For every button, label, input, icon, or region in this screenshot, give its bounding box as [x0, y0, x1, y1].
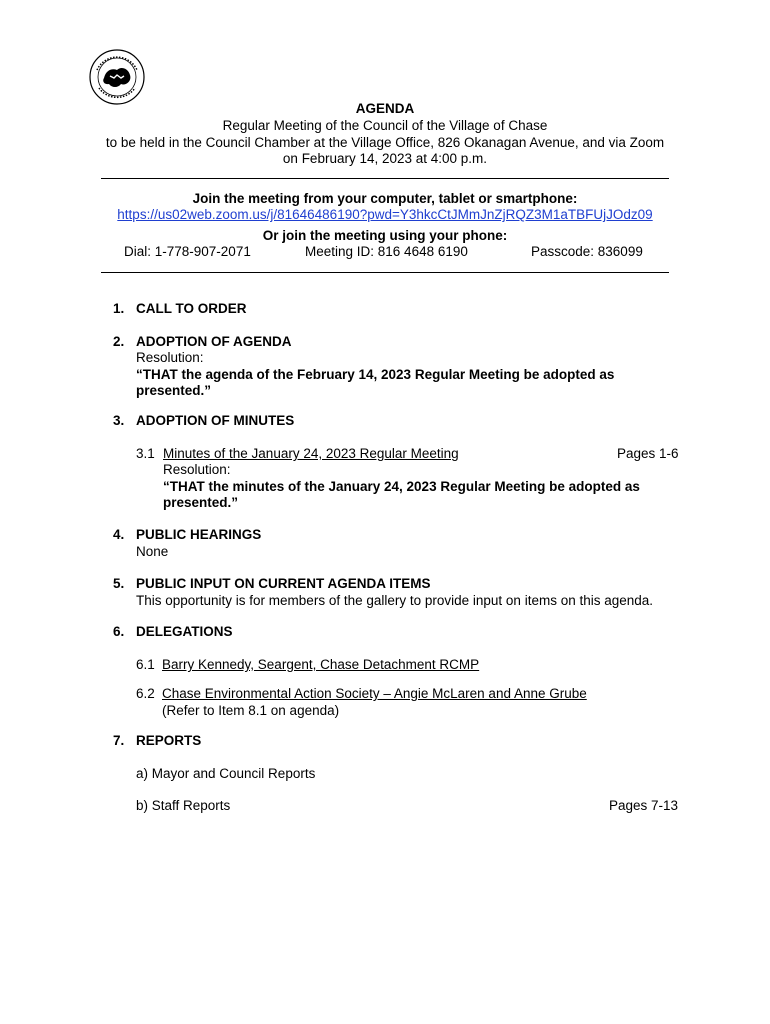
- subitem-number: 6.2: [136, 686, 155, 701]
- item-number: 7.: [113, 733, 125, 748]
- delegation-rcmp-link[interactable]: Barry Kennedy, Seargent, Chase Detachment RCMP: [162, 657, 480, 672]
- item-title-adoption-of-agenda: ADOPTION OF AGENDA: [136, 334, 292, 349]
- meeting-datetime: on February 14, 2023 at 4:00 p.m.: [282, 151, 488, 166]
- village-seal-logo: [88, 48, 146, 106]
- resolution-text: presented.”: [163, 495, 239, 510]
- subitem-number: 3.1: [136, 446, 155, 461]
- zoom-link[interactable]: https://us02web.zoom.us/j/81646486190?pwd=Y3hkcCtJMmJnZjRQZ3M1aTBFUjJOdz09: [117, 207, 653, 222]
- delegation-environmental-link[interactable]: Chase Environmental Action Society – Angie McLaren and Anne Grube: [162, 686, 587, 701]
- dial-number: Dial: 1-778-907-2071: [124, 244, 251, 259]
- item-text: None: [136, 544, 169, 559]
- report-mayor-council: a) Mayor and Council Reports: [136, 766, 316, 781]
- delegation-note: (Refer to Item 8.1 on agenda): [162, 703, 340, 718]
- agenda-title: AGENDA: [355, 101, 415, 116]
- join-heading: Join the meeting from your computer, tablet or smartphone:: [192, 191, 578, 206]
- resolution-text: “THAT the agenda of the February 14, 2023 Regular Meeting be adopted as: [136, 367, 615, 382]
- item-text: This opportunity is for members of the gallery to provide input on items on this agenda.: [136, 593, 654, 608]
- item-number: 6.: [113, 624, 125, 639]
- meeting-location: to be held in the Council Chamber at the Village Office, 826 Okanagan Avenue, and via Zoom: [105, 135, 665, 150]
- report-staff: b) Staff Reports: [136, 798, 231, 813]
- item-title-reports: REPORTS: [136, 733, 202, 748]
- resolution-text: “THAT the minutes of the January 24, 2023 Regular Meeting be adopted as: [163, 479, 640, 494]
- meeting-description: Regular Meeting of the Council of the Village of Chase: [222, 118, 548, 133]
- item-number: 5.: [113, 576, 125, 591]
- page-reference: Pages 7-13: [609, 798, 679, 813]
- resolution-label: Resolution:: [163, 462, 231, 477]
- item-title-delegations: DELEGATIONS: [136, 624, 233, 639]
- meeting-id: Meeting ID: 816 4648 6190: [305, 244, 468, 259]
- page-reference: Pages 1-6: [617, 446, 679, 461]
- item-number: 1.: [113, 301, 125, 316]
- item-title-public-input: PUBLIC INPUT ON CURRENT AGENDA ITEMS: [136, 576, 431, 591]
- item-title-call-to-order: CALL TO ORDER: [136, 301, 247, 316]
- resolution-label: Resolution:: [136, 350, 204, 365]
- item-title-adoption-of-minutes: ADOPTION OF MINUTES: [136, 413, 295, 428]
- item-number: 4.: [113, 527, 125, 542]
- resolution-text: presented.”: [136, 383, 212, 398]
- passcode: Passcode: 836099: [531, 244, 643, 259]
- divider-bottom: [101, 272, 669, 273]
- phone-heading: Or join the meeting using your phone:: [262, 228, 508, 243]
- minutes-link[interactable]: Minutes of the January 24, 2023 Regular Meeting: [163, 446, 459, 461]
- item-title-public-hearings: PUBLIC HEARINGS: [136, 527, 262, 542]
- item-number: 3.: [113, 413, 125, 428]
- subitem-number: 6.1: [136, 657, 155, 672]
- item-number: 2.: [113, 334, 125, 349]
- divider-top: [101, 178, 669, 179]
